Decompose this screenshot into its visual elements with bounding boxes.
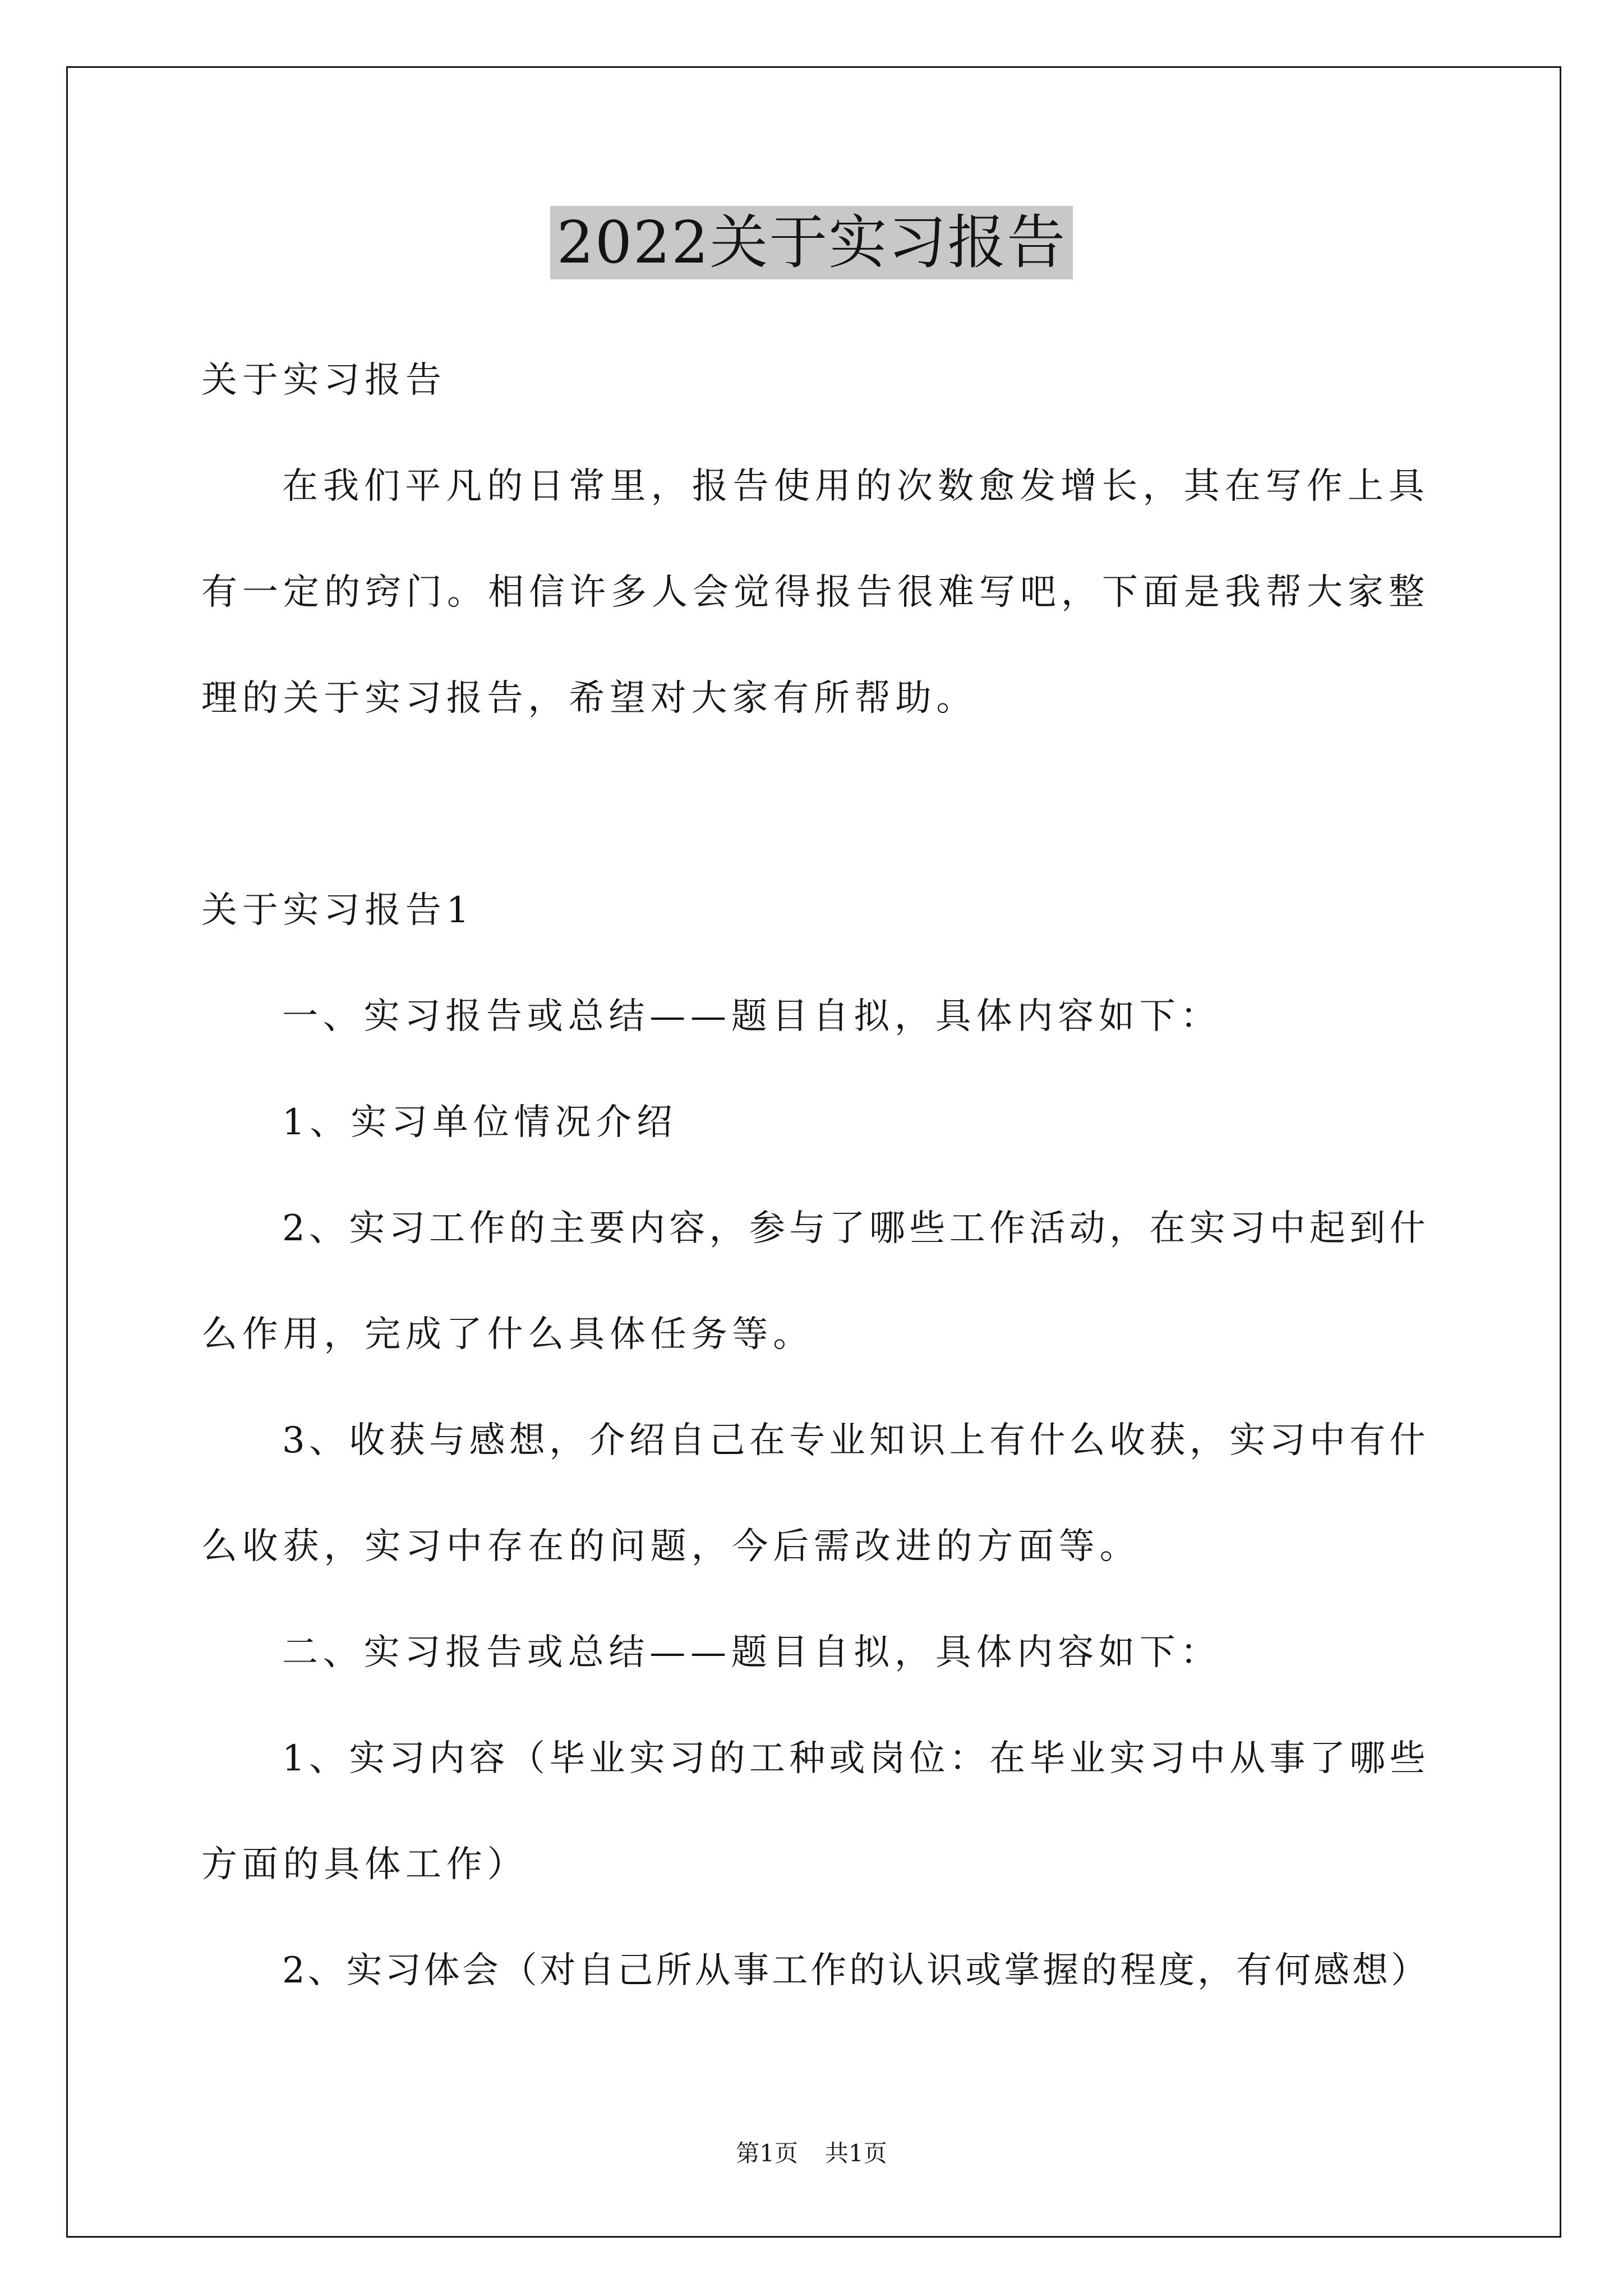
document-body	[201, 328, 1430, 2024]
paragraph-line	[201, 1812, 1430, 1918]
line-text: 1、实习内容（毕业实习的工种或岗位：在毕业实习中从事了哪些	[282, 1738, 1430, 1779]
title-block	[0, 206, 1623, 279]
page-total: 共1页	[825, 2139, 887, 2167]
section-heading	[201, 858, 1430, 964]
paragraph-line	[201, 1282, 1430, 1388]
list-item	[201, 1388, 1430, 1494]
blank-line	[201, 752, 1430, 858]
line-text: 二、实习报告或总结——题目自拟，具体内容如下：	[282, 1632, 1221, 1673]
line-text: 3、收获与感想，介绍自己在专业知识上有什么收获，实习中有什	[282, 1420, 1430, 1461]
paragraph-line	[201, 964, 1430, 1070]
line-text: 2、实习工作的主要内容，参与了哪些工作活动，在实习中起到什	[282, 1208, 1430, 1249]
list-item	[201, 1706, 1430, 1812]
line-text: 2、实习体会（对自己所从事工作的认识或掌握的程度，有何感想）	[282, 1950, 1430, 1991]
paragraph-line	[201, 540, 1430, 646]
line-text: 有一定的窍门。相信许多人会觉得报告很难写吧，下面是我帮大家整	[201, 572, 1430, 613]
document-title: 2022关于实习报告	[550, 206, 1073, 279]
line-text: 在我们平凡的日常里，报告使用的次数愈发增长，其在写作上具	[282, 466, 1430, 507]
page-footer	[0, 2138, 1623, 2169]
paragraph-line	[201, 646, 1430, 752]
line-text: 关于实习报告	[201, 360, 446, 401]
line-text: 理的关于实习报告，希望对大家有所帮助。	[201, 678, 978, 719]
paragraph-line	[201, 434, 1430, 540]
line-text: 方面的具体工作）	[201, 1844, 528, 1885]
line-text: 关于实习报告1	[201, 890, 474, 931]
paragraph-line	[201, 1600, 1430, 1706]
page-number: 第1页	[736, 2139, 798, 2167]
line-text: 一、实习报告或总结——题目自拟，具体内容如下：	[282, 996, 1221, 1037]
paragraph-line	[201, 1494, 1430, 1600]
list-item	[201, 1070, 1430, 1176]
line-text: 么作用，完成了什么具体任务等。	[201, 1314, 814, 1355]
line-text: 1、实习单位情况介绍	[282, 1102, 677, 1143]
list-item	[201, 1918, 1430, 2024]
document-subtitle	[201, 328, 1430, 434]
line-text: 么收获，实习中存在的问题，今后需改进的方面等。	[201, 1526, 1141, 1567]
list-item	[201, 1176, 1430, 1282]
